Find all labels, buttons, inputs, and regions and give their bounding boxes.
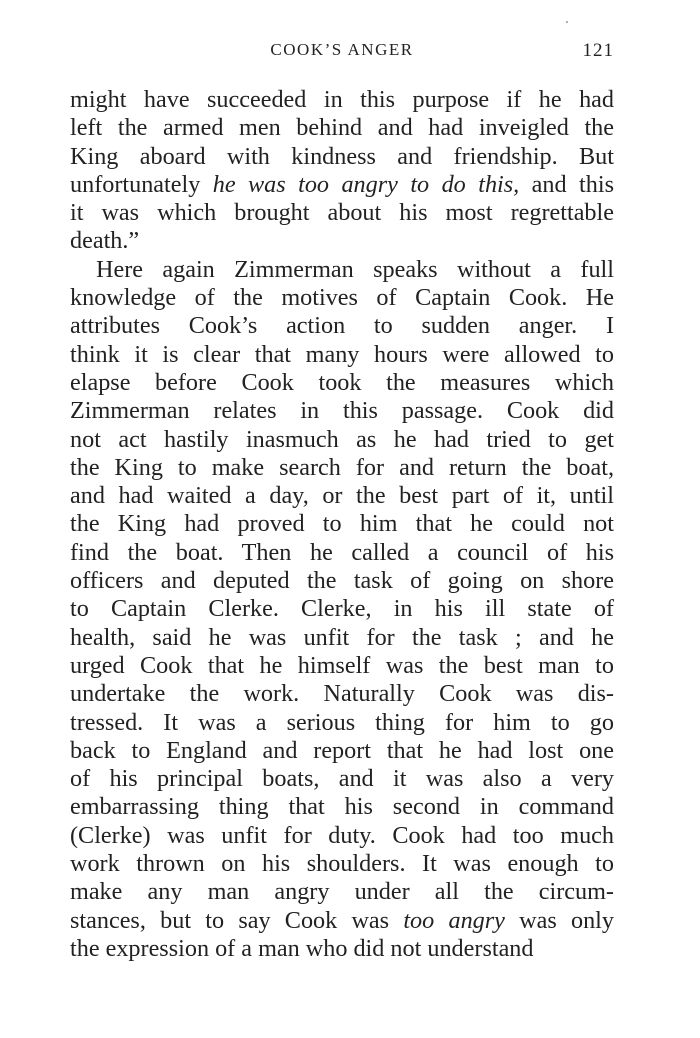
text-run: and had waited a day, or the best part of it, until [70,482,614,510]
text-line [70,624,614,652]
text-line [70,567,614,595]
body-text [70,86,614,963]
print-speck [566,21,568,23]
text-run: undertake the work. Naturally Cook was dis- [70,680,614,708]
text-line [70,709,614,737]
text-run: was only [504,906,614,934]
text-line [70,86,614,114]
text-line [70,143,614,171]
text-run: embarrassing thing that his second in command [70,793,614,821]
paragraph [70,256,614,963]
text-run: might have succeeded in this purpose if he had [70,86,614,113]
text-line [70,907,614,935]
text-line [70,369,614,397]
text-run: Zimmerman relates in this passage. Cook did [70,397,614,425]
text-run: the expression of a man who did not understand [70,934,534,962]
italic-run: he was too angry to do this, [212,170,520,198]
text-line [70,454,614,482]
text-run: find the boat. Then he called a council of his [70,538,614,566]
text-line [70,341,614,369]
text-run: work thrown on his shoulders. It was enough to [70,850,614,878]
text-line [70,312,614,340]
text-line [70,426,614,454]
text-line [70,539,614,567]
text-run: Here again Zimmerman speaks without a full [96,255,614,283]
text-line [70,680,614,708]
text-line [70,595,614,623]
text-run: officers and deputed the task of going on shore [70,567,614,595]
text-run: of his principal boats, and it was also a very [70,765,614,793]
text-line [70,765,614,793]
text-line [70,114,614,142]
text-run: tressed. It was a serious thing for him to go [70,708,614,736]
text-line [70,793,614,821]
text-run: and this [519,170,614,198]
text-run: back to England and report that he had lost one [70,736,614,764]
text-run: stances, but to say Cook was [70,906,404,934]
text-line [70,935,614,963]
italic-run: too angry [403,906,505,934]
text-run: urged Cook that he himself was the best man to [70,651,614,679]
running-title: COOK’S ANGER [270,40,414,59]
text-run: health, said he was unfit for the task ; and he [70,623,614,651]
text-line [70,227,614,255]
text-run: elapse before Cook took the measures which [70,368,614,396]
text-line [70,199,614,227]
text-line [70,482,614,510]
text-line [70,652,614,680]
text-run: left the armed men behind and had inveigled the [70,114,614,142]
text-line [70,878,614,906]
text-line [70,822,614,850]
text-run: (Clerke) was unfit for duty. Cook had too much [70,821,614,849]
text-line [70,256,614,284]
running-head [70,40,614,66]
text-run: think it is clear that many hours were allowed to [70,340,614,368]
text-line [70,171,614,199]
text-line [70,850,614,878]
text-run: King aboard with kindness and friendship. But [70,142,614,170]
text-line [70,284,614,312]
text-line [70,510,614,538]
text-run: make any man angry under all the circum- [70,878,614,906]
text-run: not act hastily inasmuch as he had tried to get [70,425,614,453]
paragraph [70,86,614,256]
text-run: attributes Cook’s action to sudden anger. I [70,312,614,340]
text-run: the King to make search for and return the boat, [70,453,614,481]
text-line [70,397,614,425]
text-line [70,737,614,765]
text-run: death.” [70,227,140,255]
text-run: unfortunately [70,170,213,198]
text-run: knowledge of the motives of Captain Cook. He [70,284,614,312]
text-run: it was which brought about his most regrettable [70,199,614,227]
text-run: to Captain Clerke. Clerke, in his ill state of [70,595,614,623]
text-run: the King had proved to him that he could not [70,510,614,538]
page-number: 121 [582,40,614,61]
